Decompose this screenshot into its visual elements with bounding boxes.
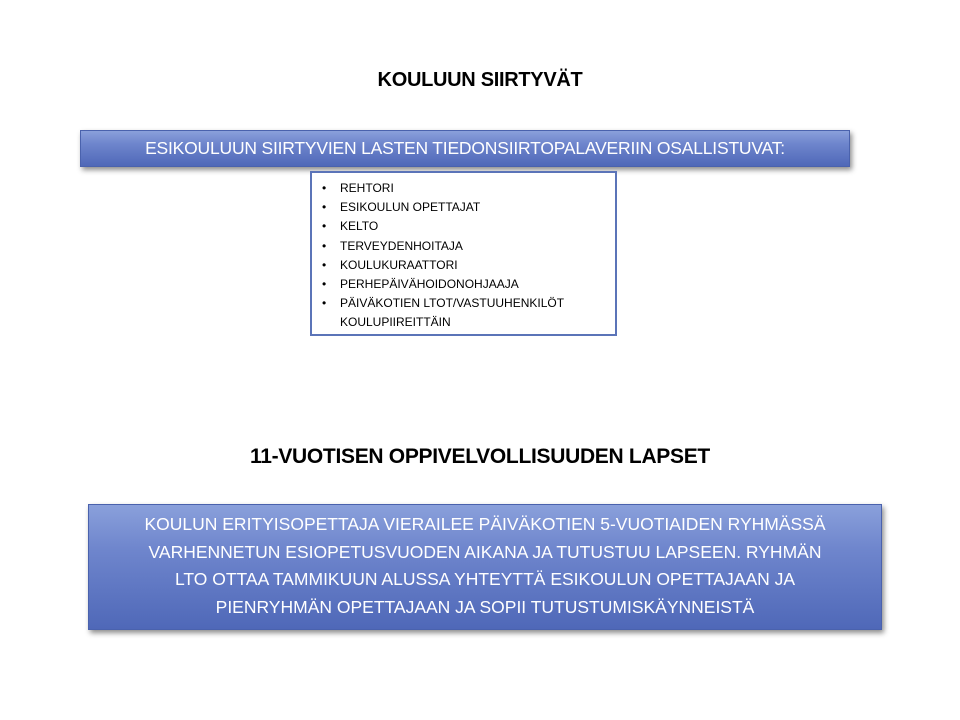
- participants-banner: ESIKOULUUN SIIRTYVIEN LASTEN TIEDONSIIRTOPALAVERIIN OSALLISTUVAT:: [80, 130, 850, 167]
- list-item: • KELTO: [318, 217, 609, 236]
- list-item-continuation: KOULUPIIREITTÄIN: [340, 315, 451, 330]
- list-item: • PÄIVÄKOTIEN LTOT/VASTUUHENKILÖT: [318, 294, 609, 313]
- bullet-icon: •: [322, 181, 327, 195]
- bullet-icon: •: [322, 277, 327, 292]
- bullet-icon: •: [322, 257, 327, 272]
- bullet-icon: •: [322, 219, 327, 234]
- list-item: • TERVEYDENHOITAJA: [318, 237, 609, 256]
- description-line: KOULUN ERITYISOPETTAJA VIERAILEE PÄIVÄKOTIEN 5-VUOTIAIDEN RYHMÄSSÄ: [144, 514, 826, 534]
- bullet-icon: •: [322, 200, 327, 215]
- list-item: • ESIKOULUN OPETTAJAT: [318, 198, 609, 217]
- section-subtitle: 11-VUOTISEN OPPIVELVOLLISUUDEN LAPSET: [250, 445, 710, 468]
- list-item: • PERHEPÄIVÄHOIDONOHJAAJA: [318, 275, 609, 294]
- list-item: • REHTORI: [318, 179, 609, 198]
- list-item: • KOULUKURAATTORI: [318, 256, 609, 275]
- slide-title: KOULUUN SIIRTYVÄT: [377, 69, 583, 91]
- bullet-icon: •: [322, 296, 327, 311]
- participants-list-box: [310, 171, 617, 336]
- description-line: VARHENNETUN ESIOPETUSVUODEN AIKANA JA TUTUSTUU LAPSEEN. RYHMÄN: [148, 541, 822, 562]
- participants-list: [318, 179, 609, 333]
- bullet-icon: •: [322, 238, 327, 253]
- description-line: PIENRYHMÄN OPETTAJAAN JA SOPII TUTUSTUMISKÄYNNEISTÄ: [215, 596, 755, 617]
- description-box: [88, 504, 882, 630]
- description-line: LTO OTTAA TAMMIKUUN ALUSSA YHTEYTTÄ ESIKOULUN OPETTAJAAN JA: [174, 569, 796, 589]
